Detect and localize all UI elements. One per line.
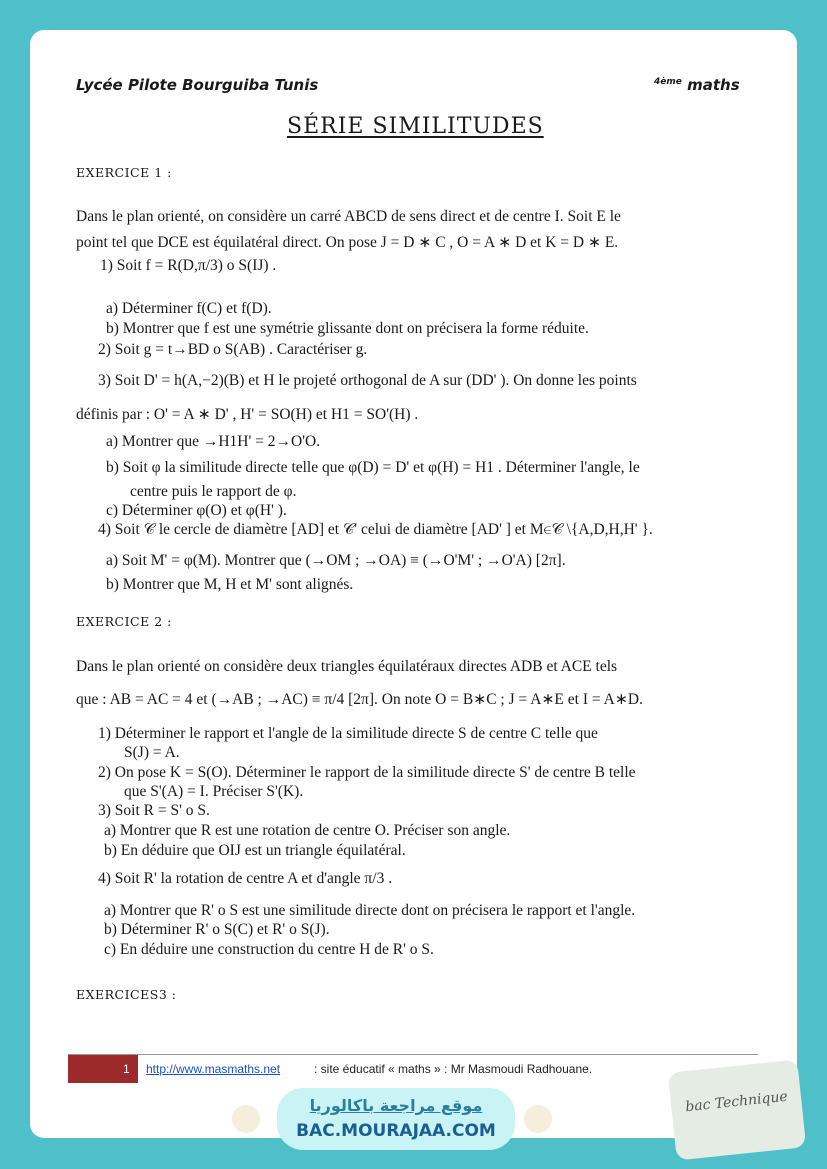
ex1-question-3c: c) Déterminer φ(O) et φ(H' ). — [106, 502, 287, 519]
ex2-intro-line-2: que : AB = AC = 4 et (→AB ; →AC) ≡ π/4 [2π]. On note O = B∗C ; J = A∗E et I = A∗D. — [76, 691, 643, 708]
ex2-question-2: 2) On pose K = S(O). Déterminer le rapport de la similitude directe S' de centre B telle — [98, 764, 636, 781]
level-text: maths — [687, 76, 740, 94]
exercise-1-heading: EXERCICE 1 : — [76, 165, 172, 180]
ex1-intro-line-1: Dans le plan orienté, on considère un carré ABCD de sens direct et de centre I. Soit E le — [76, 208, 621, 225]
ex1-question-1: 1) Soit f = R(D,π/3) o S(IJ) . — [100, 257, 277, 274]
ex1-question-3a: a) Montrer que →H1H' = 2→O'O. — [106, 433, 321, 450]
ex2-intro-line-1: Dans le plan orienté on considère deux triangles équilatéraux directes ADB et ACE tels — [76, 658, 618, 675]
ex2-question-4: 4) Soit R' la rotation de centre A et d'angle π/3 . — [98, 870, 393, 887]
footer-website-link[interactable]: http://www.masmaths.net — [146, 1062, 281, 1076]
ex1-question-4a: a) Soit M' = φ(M). Montrer que (→OM ; →OA) ≡ (→O'M' ; →O'A) [2π]. — [106, 552, 566, 569]
ex2-question-2-cont: que S'(A) = I. Préciser S'(K). — [124, 783, 304, 800]
ex2-question-4b: b) Déterminer R' o S(C) et R' o S(J). — [104, 921, 330, 938]
banner-url: BAC.MOURAJAA.COM — [296, 1121, 496, 1141]
ex1-question-3b: b) Soit φ la similitude directe telle que φ(D) = D' et φ(H) = H1 . Déterminer l'angle, le — [106, 459, 640, 476]
ex2-question-4c: c) En déduire une construction du centre H de R' o S. — [104, 941, 434, 958]
ex1-intro-line-2: point tel que DCE est équilatéral direct. On pose J = D ∗ C , O = A ∗ D et K = D ∗ E. — [76, 234, 619, 251]
page-title: SÉRIE SIMILITUDES — [287, 114, 544, 139]
footer-credit: : site éducatif « maths » : Mr Masmoudi Radhouane. — [314, 1062, 593, 1076]
ex1-question-3: 3) Soit D' = h(A,−2)(B) et H le projeté orthogonal de A sur (DD' ). On donne les points — [98, 372, 637, 389]
ex2-question-1: 1) Déterminer le rapport et l'angle de la similitude directe S de centre C telle que — [98, 725, 598, 742]
ex1-question-4b: b) Montrer que M, H et M' sont alignés. — [106, 576, 354, 593]
left-logo-icon — [232, 1105, 260, 1133]
school-name: Lycée Pilote Bourguiba Tunis — [76, 76, 319, 94]
site-banner[interactable] — [277, 1088, 515, 1150]
ex1-question-4: 4) Soit 𝒞 le cercle de diamètre [AD] et 𝒞' celui de diamètre [AD' ] et M∈𝒞 \{A,D,H,H' }. — [98, 521, 653, 538]
stamp-text: bac Technique — [684, 1088, 789, 1116]
ex2-question-3a: a) Montrer que R est une rotation de centre O. Préciser son angle. — [104, 822, 511, 839]
page-number: 1 — [123, 1062, 130, 1076]
ex2-question-4a: a) Montrer que R' o S est une similitude directe dont on précisera le rapport et l'angle. — [104, 902, 636, 919]
ex1-question-3-points: définis par : O' = A ∗ D' , H' = SO(H) et H1 = SO'(H) . — [76, 406, 419, 423]
banner-arabic-text: موقع مراجعة باكالوريا — [309, 1096, 483, 1115]
ex2-question-3b: b) En déduire que OIJ est un triangle équilatéral. — [104, 842, 406, 859]
ex1-question-1b: b) Montrer que f est une symétrie glissante dont on précisera la forme réduite. — [106, 320, 589, 337]
ex1-question-1a: a) Déterminer f(C) et f(D). — [106, 300, 272, 317]
exercise-2-heading: EXERCICE 2 : — [76, 614, 172, 629]
watermark-stamp — [668, 1059, 806, 1160]
ex1-question-2: 2) Soit g = t→BD o S(AB) . Caractériser g. — [98, 341, 368, 358]
footer-rule — [68, 1054, 758, 1055]
class-level — [654, 76, 740, 94]
ex2-question-3: 3) Soit R = S' o S. — [98, 802, 210, 819]
ex2-question-1-cont: S(J) = A. — [124, 744, 180, 761]
ex1-question-3b-cont: centre puis le rapport de φ. — [130, 483, 297, 500]
right-logo-icon — [524, 1105, 552, 1133]
exercise-3-heading: EXERCICES3 : — [76, 987, 177, 1002]
level-superscript: 4ème — [654, 77, 682, 87]
